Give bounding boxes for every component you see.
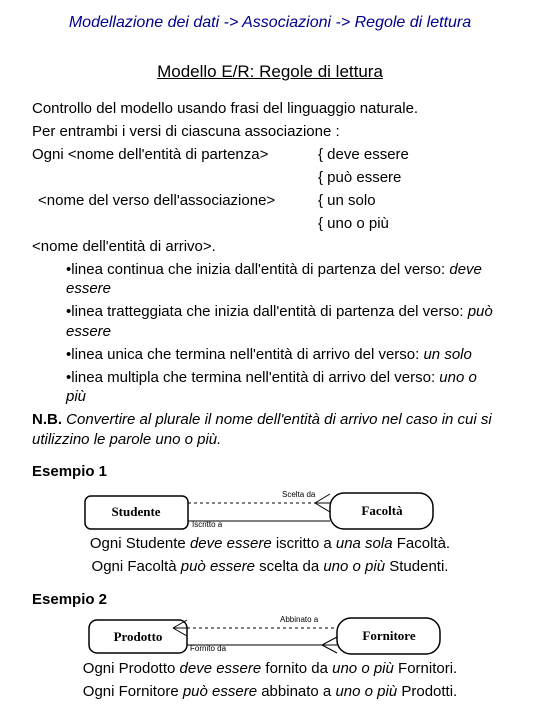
example-2-sentence-1: Ogni Prodotto deve essere fornito da uno o più Fornitori. — [82, 660, 458, 677]
rule-left-2: <nome del verso dell'associazione> — [38, 192, 276, 209]
crowfoot-line-1 — [315, 494, 330, 503]
example-2-title: Esempio 2 — [32, 591, 108, 608]
rule-option-un-solo: { un solo — [318, 192, 376, 209]
relation-label-bottom: Iscritto a — [192, 520, 223, 529]
bullet-3: •linea unica che termina nell'entità di arrivo del verso: un solo — [66, 346, 472, 363]
bullet-2-cont: essere — [66, 323, 112, 340]
entity-fornitore-label: Fornitore — [362, 628, 416, 643]
rule-option-puo: { può essere — [318, 169, 402, 186]
intro-line-1: Controllo del modello usando frasi del linguaggio naturale. — [32, 100, 419, 117]
example-1-diagram — [85, 490, 433, 529]
bullet-4: •linea multipla che termina nell'entità di arrivo del verso: uno o — [66, 369, 477, 386]
rule-option-uno-o-piu: { uno o più — [318, 215, 389, 232]
example-1-title: Esempio 1 — [32, 463, 108, 480]
page-header: Modellazione dei dati -> Associazioni -> Regole di lettura — [68, 14, 472, 31]
entity-facolta-label: Facoltà — [361, 503, 403, 518]
bullet-4-cont: più — [66, 388, 87, 405]
entity-prodotto-label: Prodotto — [113, 629, 163, 644]
nb-line-1: N.B. Convertire al plurale il nome dell'entità di arrivo nel caso in cui si — [32, 411, 492, 428]
bullet-2: •linea tratteggiata che inizia dall'entità di partenza del verso: può — [66, 303, 493, 320]
crowfoot-left-3 — [173, 628, 187, 636]
relation-label-top: Abbinato a — [280, 615, 319, 624]
nb-line-2: utilizzino le parole uno o più. — [32, 431, 222, 448]
crowfoot-right-1 — [322, 637, 337, 645]
example-2-diagram — [89, 615, 440, 654]
entity-studente-label: Studente — [111, 504, 161, 519]
rule-end: <nome dell'entità di arrivo>. — [32, 238, 216, 255]
bullet-1: •linea continua che inizia dall'entità di partenza del verso: deve — [66, 261, 482, 278]
example-2-sentence-2: Ogni Fornitore può essere abbinato a uno o più Prodotti. — [82, 683, 458, 700]
crowfoot-left-1 — [173, 620, 187, 628]
example-1-sentence-1: Ogni Studente deve essere iscritto a una sola Facoltà. — [89, 535, 451, 552]
rule-left-1: Ogni <nome dell'entità di partenza> — [32, 146, 269, 163]
relation-label-bottom: Fornito da — [190, 644, 227, 653]
crowfoot-line-3 — [315, 503, 330, 512]
bullet-1-cont: essere — [66, 280, 112, 297]
crowfoot-right-3 — [322, 645, 337, 653]
rule-option-deve: { deve essere — [318, 146, 409, 163]
example-1-sentence-2: Ogni Facoltà può essere scelta da uno o più Studenti. — [91, 558, 449, 575]
page-title: Modello E/R: Regole di lettura — [157, 62, 383, 81]
intro-line-2: Per entrambi i versi di ciascuna associazione : — [32, 123, 340, 140]
relation-label-top: Scelta da — [282, 490, 316, 499]
